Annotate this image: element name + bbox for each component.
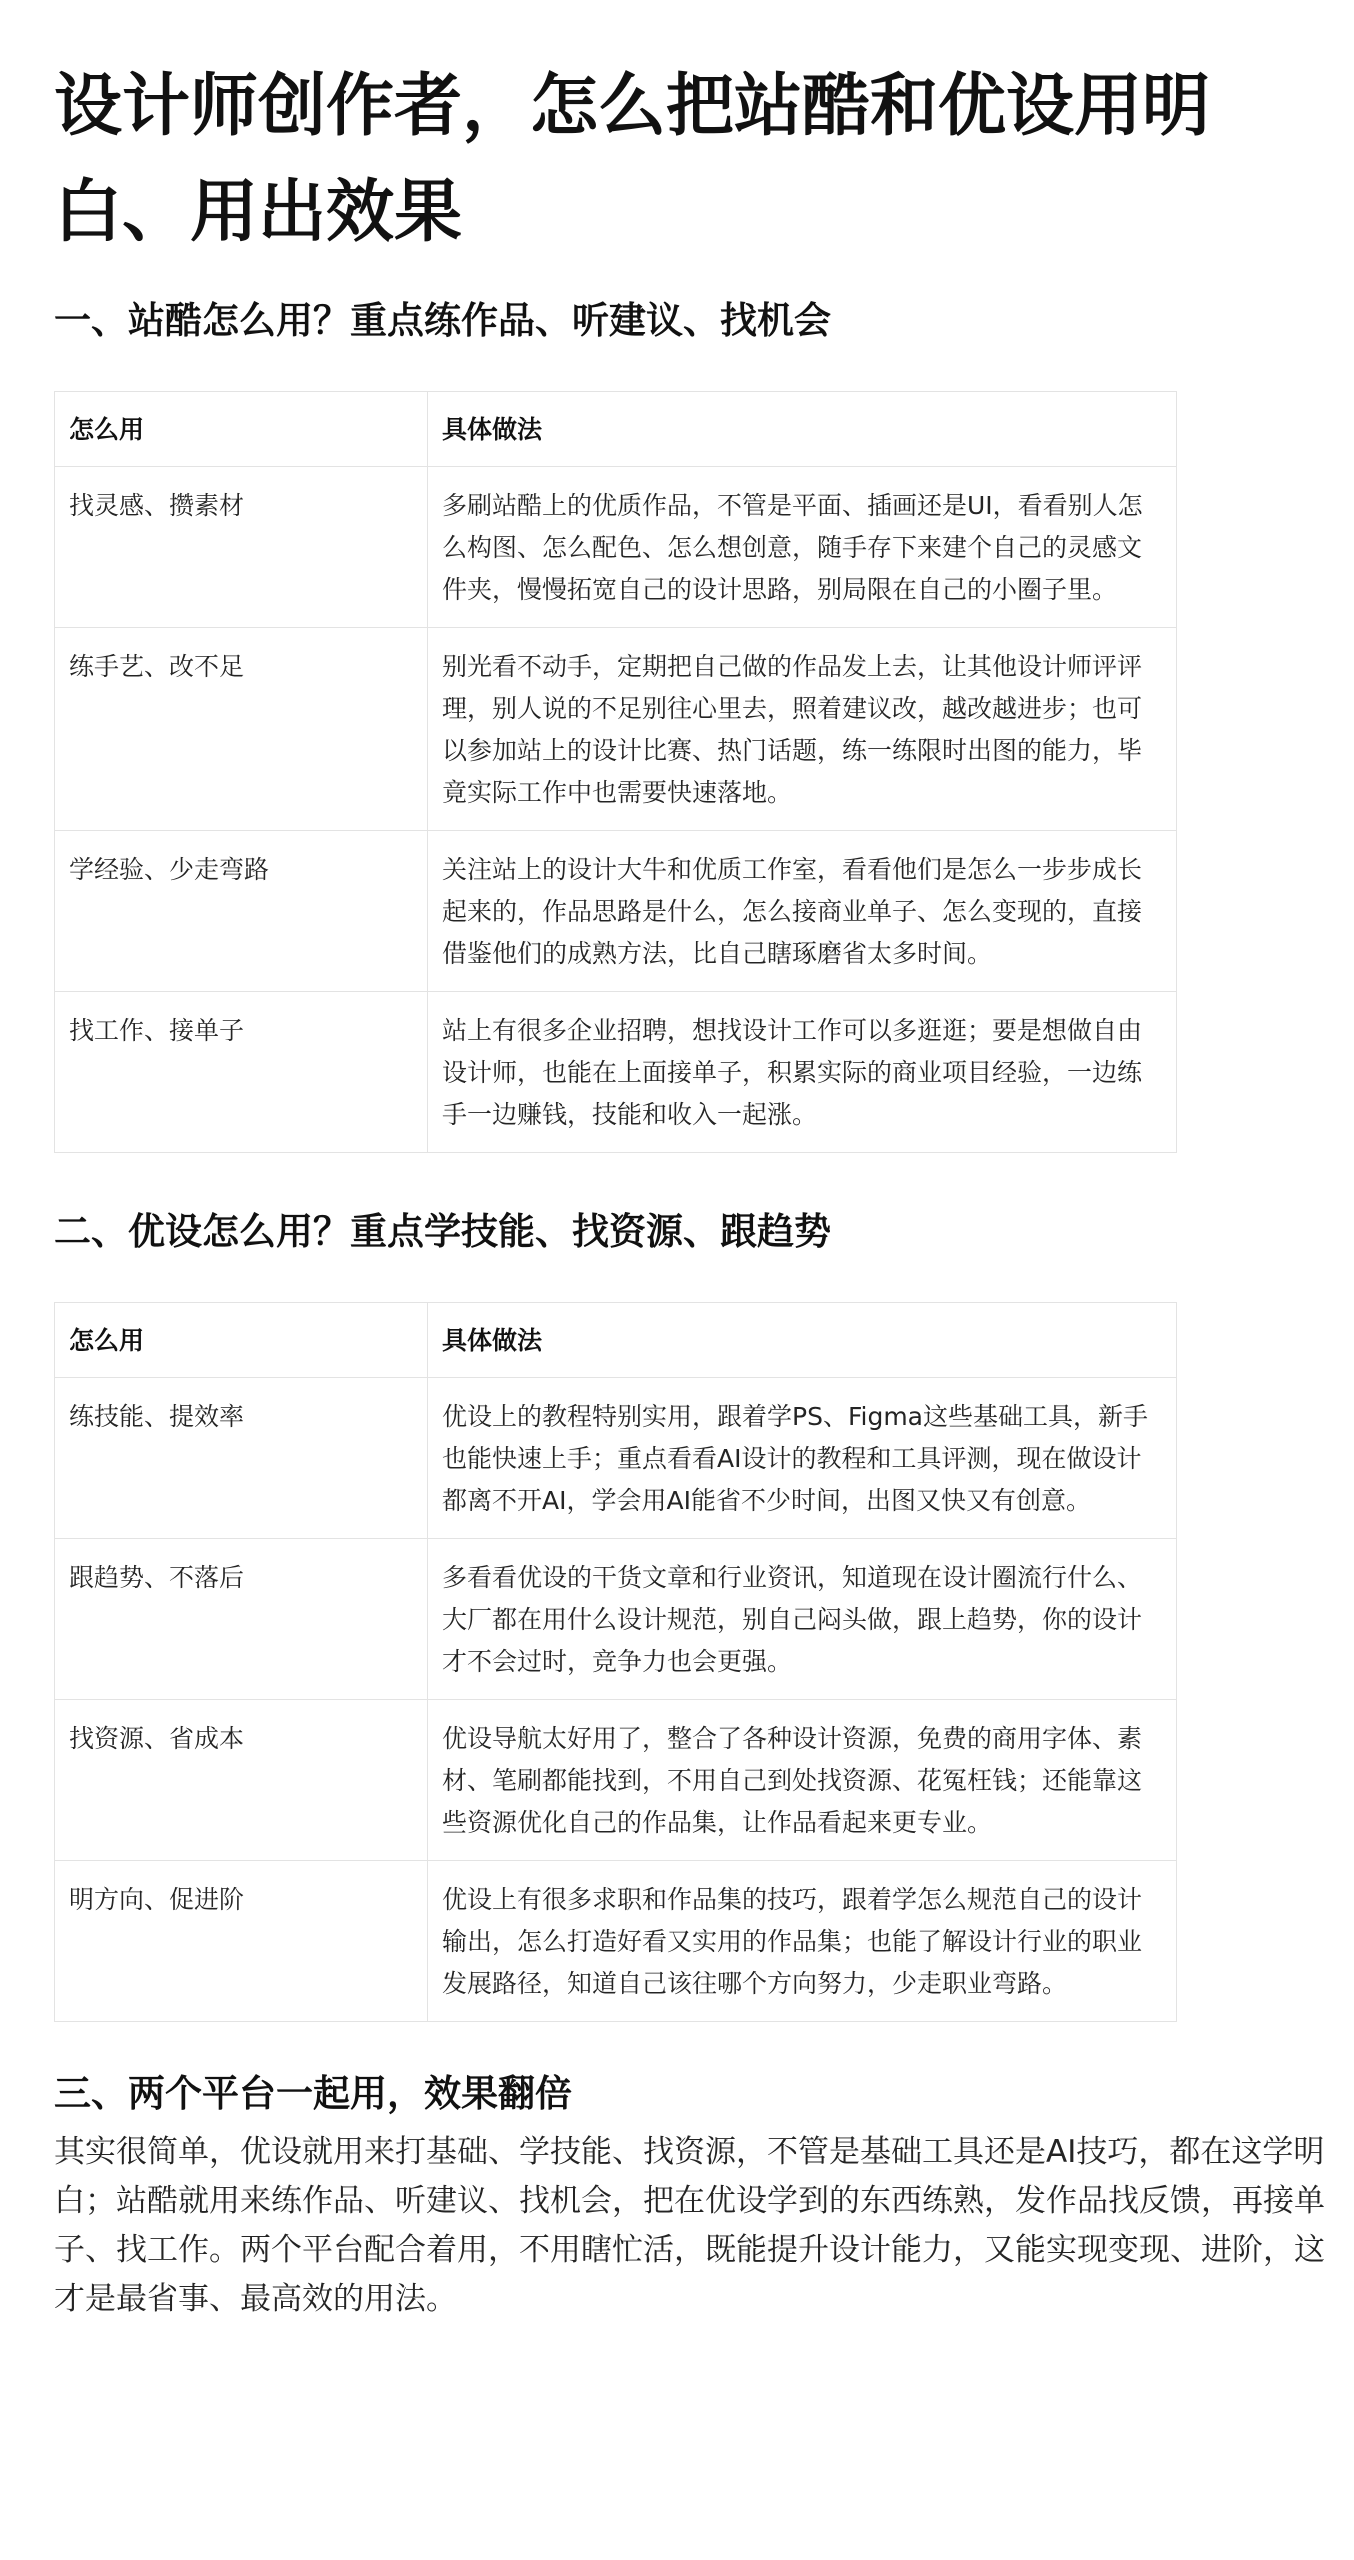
table-cell-how: 练手艺、改不足: [55, 628, 428, 831]
section-heading-uisdc: 二、优设怎么用？重点学技能、找资源、跟趋势: [54, 1210, 831, 1253]
table-header-how: 怎么用: [55, 1303, 428, 1378]
table-cell-how: 找工作、接单子: [55, 992, 428, 1153]
table-row: [55, 628, 1177, 831]
table-cell-method: 站上有很多企业招聘，想找设计工作可以多逛逛；要是想做自由设计师，也能在上面接单子，积累实际的商业项目经验，一边练手一边赚钱，技能和收入一起涨。: [428, 992, 1177, 1153]
table-row: [55, 831, 1177, 992]
table-cell-method: 优设上的教程特别实用，跟着学PS、Figma这些基础工具，新手也能快速上手；重点看看AI设计的教程和工具评测，现在做设计都离不开AI，学会用AI能省不少时间，出图又快又有创意。: [428, 1378, 1177, 1539]
table-row: [55, 1378, 1177, 1539]
page-title: 设计师创作者，怎么把站酷和优设用明白、用出效果: [54, 67, 1211, 252]
table-cell-how: 跟趋势、不落后: [55, 1539, 428, 1700]
table-header-how: 怎么用: [55, 392, 428, 467]
uisdc-usage-table: [54, 1302, 1177, 2022]
section-heading-combined: 三、两个平台一起用，效果翻倍: [54, 2072, 572, 2115]
table-cell-how: 明方向、促进阶: [55, 1861, 428, 2022]
table-header-row: [55, 392, 1177, 467]
table-header-row: [55, 1303, 1177, 1378]
table-row: [55, 1861, 1177, 2022]
table-cell-how: 学经验、少走弯路: [55, 831, 428, 992]
table-header-method: 具体做法: [428, 1303, 1177, 1378]
table-cell-method: 优设导航太好用了，整合了各种设计资源，免费的商用字体、素材、笔刷都能找到，不用自己到处找资源、花冤枉钱；还能靠这些资源优化自己的作品集，让作品看起来更专业。: [428, 1700, 1177, 1861]
table-cell-how: 找灵感、攒素材: [55, 467, 428, 628]
section-heading-zcool: 一、站酷怎么用？重点练作品、听建议、找机会: [54, 299, 831, 342]
summary-paragraph: 其实很简单，优设就用来打基础、学技能、找资源，不管是基础工具还是AI技巧，都在这学明白；站酷就用来练作品、听建议、找机会，把在优设学到的东西练熟，发作品找反馈，再接单子、找工作。两个平台配合着用，不用瞎忙活，既能提升设计能力，又能实现变现、进阶，这才是最省事、最高效的用法。: [54, 2134, 1325, 2317]
table-row: [55, 1700, 1177, 1861]
table-header-method: 具体做法: [428, 392, 1177, 467]
table-cell-method: 多看看优设的干货文章和行业资讯，知道现在设计圈流行什么、大厂都在用什么设计规范，别自己闷头做，跟上趋势，你的设计才不会过时，竞争力也会更强。: [428, 1539, 1177, 1700]
table-row: [55, 467, 1177, 628]
table-cell-method: 别光看不动手，定期把自己做的作品发上去，让其他设计师评评理，别人说的不足别往心里去，照着建议改，越改越进步；也可以参加站上的设计比赛、热门话题，练一练限时出图的能力，毕竟实际工作中也需要快速落地。: [428, 628, 1177, 831]
table-cell-method: 关注站上的设计大牛和优质工作室，看看他们是怎么一步步成长起来的，作品思路是什么，怎么接商业单子、怎么变现的，直接借鉴他们的成熟方法，比自己瞎琢磨省太多时间。: [428, 831, 1177, 992]
table-cell-method: 多刷站酷上的优质作品，不管是平面、插画还是UI，看看别人怎么构图、怎么配色、怎么想创意，随手存下来建个自己的灵感文件夹，慢慢拓宽自己的设计思路，别局限在自己的小圈子里。: [428, 467, 1177, 628]
table-cell-method: 优设上有很多求职和作品集的技巧，跟着学怎么规范自己的设计输出，怎么打造好看又实用的作品集；也能了解设计行业的职业发展路径，知道自己该往哪个方向努力，少走职业弯路。: [428, 1861, 1177, 2022]
table-cell-how: 练技能、提效率: [55, 1378, 428, 1539]
zcool-usage-table: [54, 391, 1177, 1153]
table-row: [55, 992, 1177, 1153]
table-cell-how: 找资源、省成本: [55, 1700, 428, 1861]
table-row: [55, 1539, 1177, 1700]
